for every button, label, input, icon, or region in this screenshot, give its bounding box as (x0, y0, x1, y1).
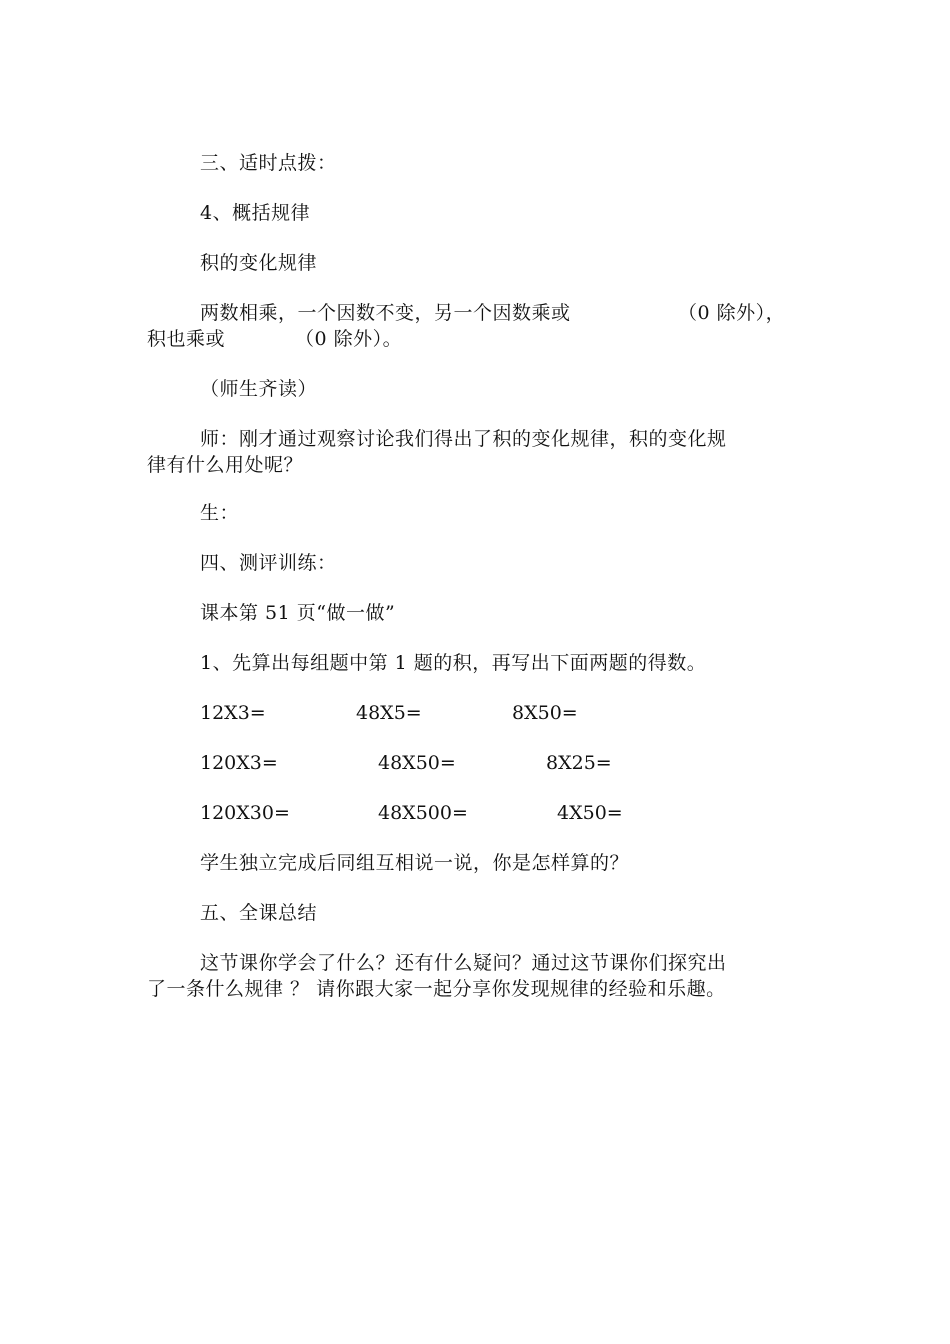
equation: 120X3= (200, 752, 278, 774)
textbook-reference: 课本第 51 页“做一做” (200, 602, 396, 624)
student-line: 生： (200, 502, 240, 524)
teacher-line-1: 师：刚才通过观察讨论我们得出了积的变化规律，积的变化规 (200, 428, 727, 450)
rule-line-2b: （0 除外）。 (295, 328, 403, 350)
item-4: 4、概括规律 (200, 202, 311, 224)
rule-line-1a: 两数相乘，一个因数不变，另一个因数乘或 (200, 302, 571, 324)
rule-line-2a: 积也乘或 (147, 328, 226, 350)
section-heading-5: 五、全课总结 (200, 902, 318, 924)
exercise-1: 1、先算出每组题中第 1 题的积，再写出下面两题的得数。 (200, 652, 707, 674)
rule-title: 积的变化规律 (200, 252, 318, 274)
teacher-line-2: 律有什么用处呢？ (147, 454, 304, 476)
equation: 8X50= (512, 702, 578, 724)
discussion-line: 学生独立完成后同组互相说一说，你是怎样算的？ (200, 852, 630, 874)
equation: 8X25= (546, 752, 612, 774)
equation: 48X500= (378, 802, 468, 824)
read-together: （师生齐读） (200, 378, 318, 400)
equation: 48X50= (378, 752, 456, 774)
equation: 48X5= (356, 702, 422, 724)
summary-line-1: 这节课你学会了什么？还有什么疑问？通过这节课你们探究出 (200, 952, 727, 974)
section-heading-3: 三、适时点拨： (200, 152, 337, 174)
summary-line-2: 了一条什么规律 ？ 请你跟大家一起分享你发现规律的经验和乐趣。 (147, 978, 726, 1000)
equation: 120X30= (200, 802, 290, 824)
rule-line-1b: （0 除外）， (678, 302, 786, 324)
section-heading-4: 四、测评训练： (200, 552, 337, 574)
equation: 4X50= (557, 802, 623, 824)
equation: 12X3= (200, 702, 266, 724)
